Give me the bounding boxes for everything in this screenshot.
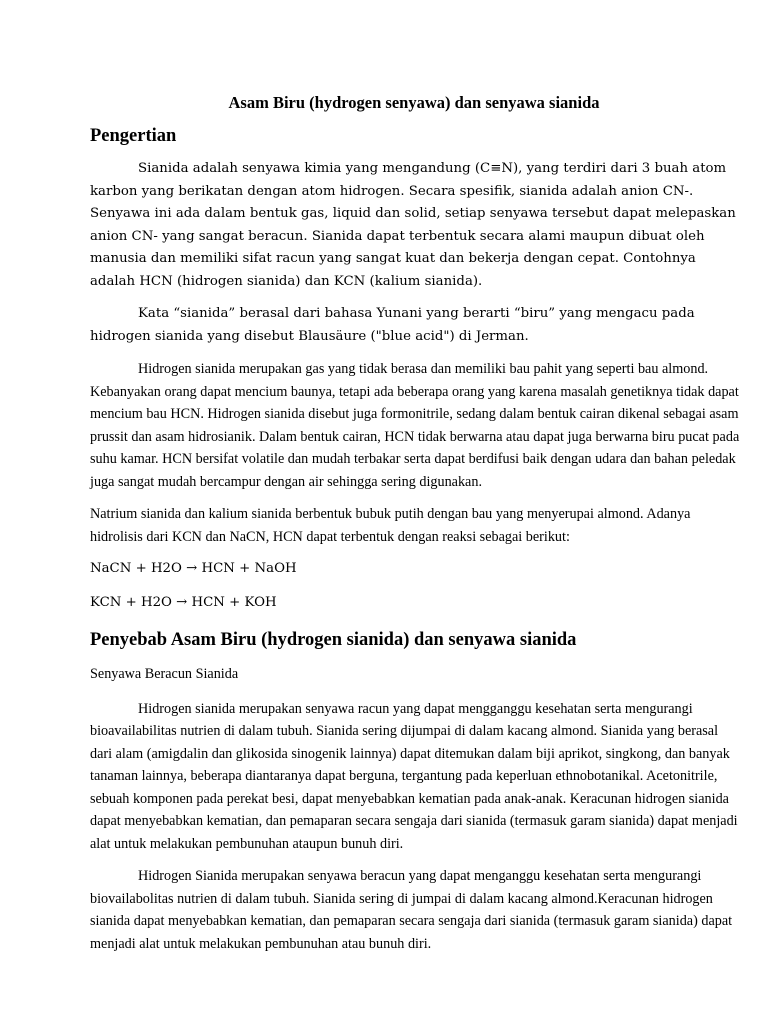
section-heading-pengertian: Pengertian: [90, 126, 177, 146]
equation-kcn: KCN + H2O → HCN + KOH: [90, 594, 277, 610]
paragraph: Kata “sianida” berasal dari bahasa Yunani yang berarti “biru” yang mengacu pada hidrogen sianida yang disebut Blausäure ("blue acid") di Jerman.: [90, 306, 695, 344]
paragraph: Sianida adalah senyawa kimia yang mengandung (C≡N), yang terdiri dari 3 buah atom karbon yang berikatan dengan atom hidrogen. Secara spesifik, sianida adalah anion CN-. Senyawa ini ada dalam bentuk gas, liquid dan solid, setiap senyawa tersebut dapat melepaskan anion CN- yang sangat beracun. Sianida dapat terbentuk secara alami maupun dibuat oleh manusia dan memiliki sifat racun yang sangat kuat dan bekerja dengan cepat. Contohnya adalah HCN (hidrogen sianida) dan KCN (kalium sianida).: [90, 161, 736, 289]
paragraph: Hidrogen sianida merupakan gas yang tidak berasa dan memiliki bau pahit yang seperti bau almond. Kebanyakan orang dapat mencium baunya, tetapi ada beberapa orang yang karena masalah genetiknya tidak dapat mencium bau HCN. Hidrogen sianida disebut juga formonitrile, sedang dalam bentuk cairan dikenal sebagai asam prussit dan asam hidrosianik. Dalam bentuk cairan, HCN tidak berwarna atau dapat juga berwarna biru pucat pada suhu kamar. HCN bersifat volatile dan mudah terbakar serta dapat berdifusi baik dengan udara dan bahan peledak juga sangat mudah bercampur dengan air sehingga sering digunakan.: [90, 361, 740, 490]
paragraph: Natrium sianida dan kalium sianida berbentuk bubuk putih dengan bau yang menyerupai almond. Adanya hidrolisis dari KCN dan NaCN, HCN dapat terbentuk dengan reaksi sebagai berikut:: [90, 506, 691, 545]
section-heading-penyebab: Penyebab Asam Biru (hydrogen sianida) dan senyawa sianida: [90, 630, 577, 650]
document-title: Asam Biru (hydrogen senyawa) dan senyawa sianida: [228, 93, 600, 112]
paragraph: Hidrogen sianida merupakan senyawa racun yang dapat mengganggu kesehatan serta mengurangi bioavailabilitas nutrien di dalam tubuh. Sianida sering dijumpai di dalam kacang almond. Sianida yang berasal dari alam (amigdalin dan glikosida sinogenik lainnya) dapat ditemukan dalam biji aprikot, singkong, dan banyak tanaman lainnya, beberapa diantaranya dapat berguna, tergantung pada keperluan ethnobotanikal. Acetonitrile, sebuah komponen pada perekat besi, dapat menyebabkan kematian pada anak-anak. Keracunan hidrogen sianida dapat menyebabkan kematian, dan pemaparan secara sengaja dari sianida (termasuk garam sianida) dapat menjadi alat untuk melakukan pembunuhan ataupun bunuh diri.: [90, 700, 738, 852]
paragraph: Hidrogen Sianida merupakan senyawa beracun yang dapat menganggu kesehatan serta mengurangi biovailabolitas nutrien di dalam tubuh. Sianida sering di jumpai di dalam kacang almond.Keracunan hidrogen sianida dapat menyebabkan kematian, dan pemaparan secara sengaja dari sianida (termasuk garam sianida) dapat menjadi alat untuk melakukan pembunuhan atau bunuh diri.: [90, 868, 733, 952]
subheading-senyawa-beracun: Senyawa Beracun Sianida: [90, 666, 239, 682]
equation-nacn: NaCN + H2O → HCN + NaOH: [90, 561, 297, 576]
